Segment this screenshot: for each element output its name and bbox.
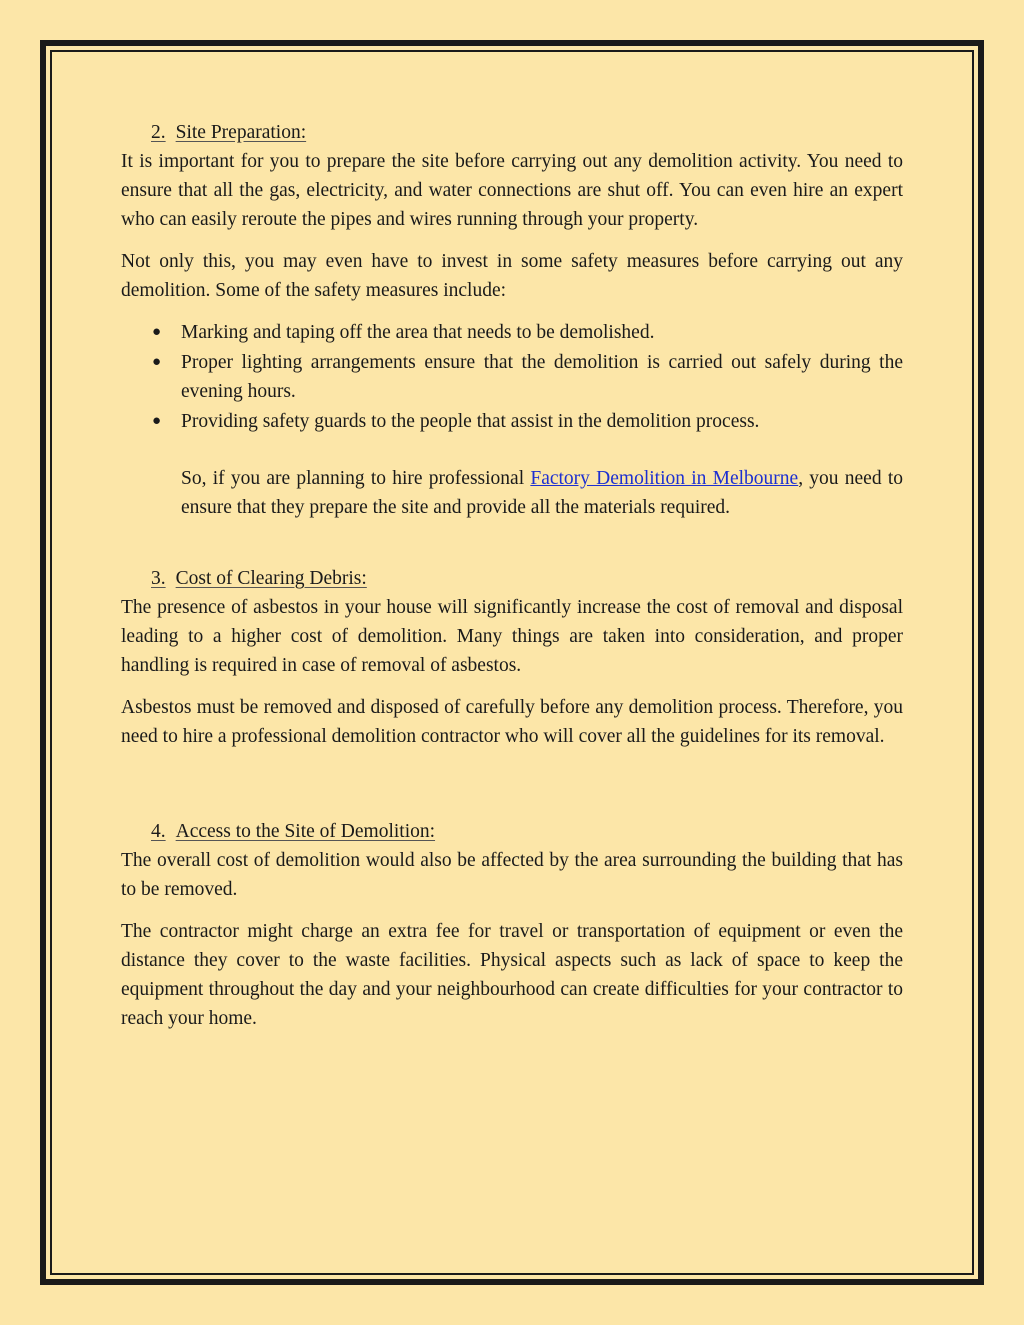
closing-text-before: So, if you are planning to hire professional [181, 468, 531, 489]
section-title: Access to the Site of Demolition: [175, 821, 436, 842]
list-item: ● Providing safety guards to the people that assist in the demolition process. [181, 407, 903, 436]
list-item: ● Proper lighting arrangements ensure that the demolition is carried out safely during the evening hours. [181, 348, 903, 406]
section-title: Cost of Clearing Debris: [175, 568, 367, 589]
section-heading-site-preparation [121, 118, 903, 147]
list-item: ● Marking and taping off the area that needs to be demolished. [181, 318, 903, 347]
section-title: Site Preparation: [175, 122, 307, 143]
paragraph: Not only this, you may even have to invest in some safety measures before carrying out any demolition. Some of the safety measures include: [121, 251, 903, 301]
factory-demolition-link[interactable]: Factory Demolition in Melbourne [530, 468, 799, 489]
section-heading-access-to-site [121, 817, 903, 846]
section-number: 2. [151, 122, 166, 143]
safety-measures-list [121, 318, 903, 436]
section-heading-cost-of-clearing-debris [121, 564, 903, 593]
document-body [121, 118, 903, 1046]
paragraph: It is important for you to prepare the site before carrying out any demolition activity. You need to ensure that all the gas, electricity, and water connections are shut off. You can even hire an expert who can easily reroute the pipes and wires running through your property. [121, 151, 903, 230]
paragraph: Asbestos must be removed and disposed of carefully before any demolition process. Therefore, you need to hire a professional demolition contractor who will cover all the guidelines for its removal. [121, 697, 903, 747]
paragraph: The overall cost of demolition would also be affected by the area surrounding the building that has to be removed. [121, 850, 903, 900]
section-number: 3. [151, 568, 166, 589]
paragraph: The presence of asbestos in your house will significantly increase the cost of removal and disposal leading to a higher cost of demolition. Many things are taken into consideration, and proper handling is required in case of removal of asbestos. [121, 597, 903, 676]
section-number: 4. [151, 821, 166, 842]
closing-paragraph [121, 464, 903, 522]
closing-text-after: , you need to ensure that they prepare the site and provide all the materials required. [181, 468, 903, 518]
paragraph: The contractor might charge an extra fee for travel or transportation of equipment or even the distance they cover to the waste facilities. Physical aspects such as lack of space to keep the equipment throughout the day and your neighbourhood can create difficulties for your contractor to reach your home. [121, 921, 903, 1029]
